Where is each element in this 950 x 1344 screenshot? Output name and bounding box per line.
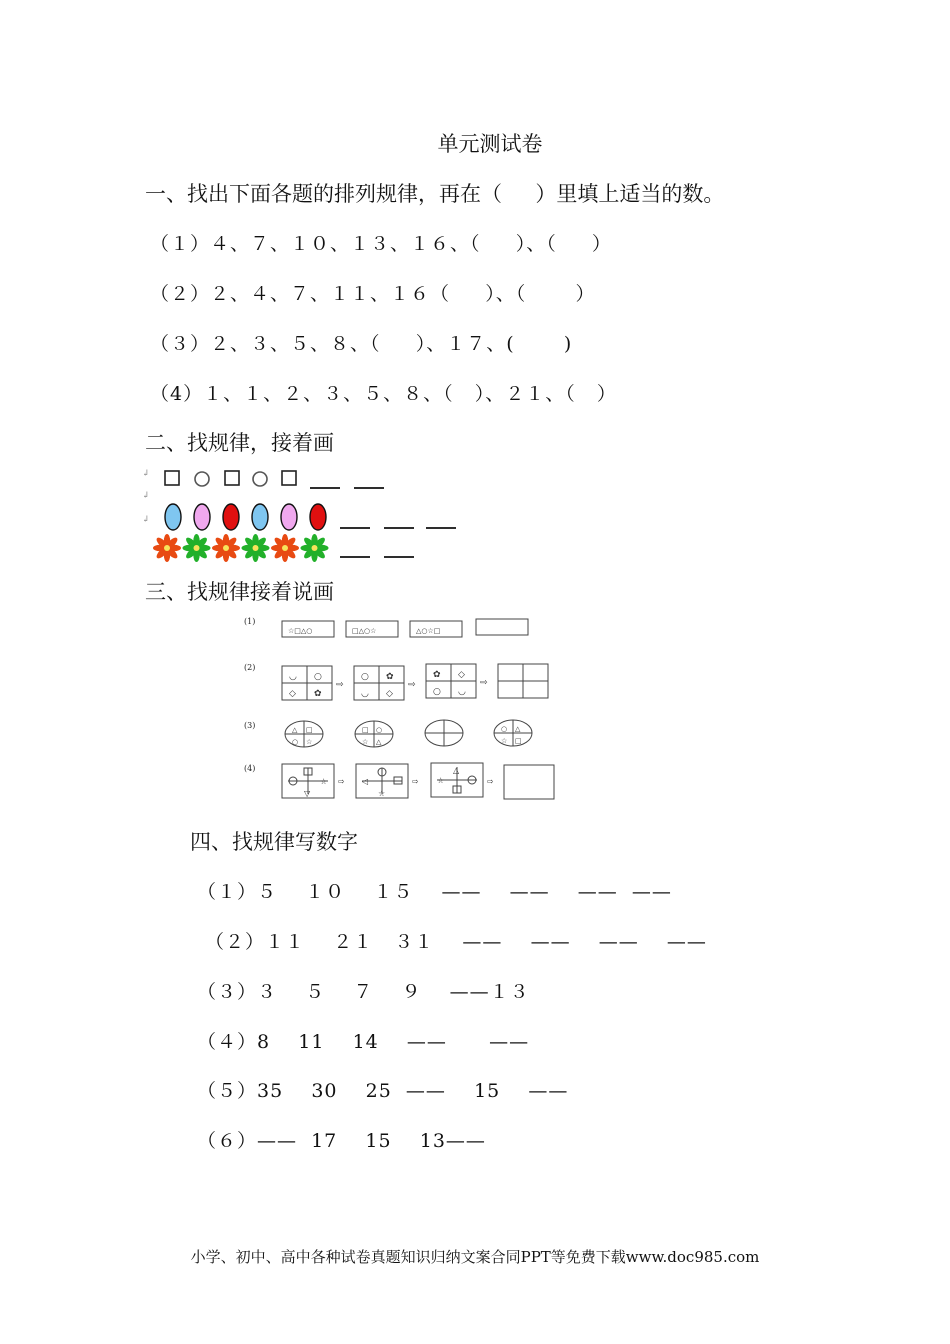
- section4-item-2: （２）１１ ２１ ３１ —— —— —— ——: [205, 931, 707, 953]
- section4-item-1: （１）５ １０ １５ —— —— —— ——: [197, 881, 672, 903]
- section4-item-5: （５）35 30 25 —— 15 ——: [197, 1080, 569, 1102]
- svg-text:⇨: ⇨: [408, 680, 416, 690]
- svg-text:✿: ✿: [386, 672, 394, 682]
- svg-text:□△○☆: □△○☆: [352, 627, 377, 635]
- red-oval: [310, 504, 326, 530]
- svg-text:⇨: ⇨: [338, 777, 345, 786]
- section1-item-2: （２）２、４、７、１１、１６（ ）、（ ）: [150, 283, 596, 305]
- square-shape: [282, 471, 296, 485]
- svg-text:☆: ☆: [306, 738, 313, 746]
- svg-text:◡: ◡: [289, 672, 297, 682]
- row2-ovals: [165, 504, 326, 530]
- svg-text:☆: ☆: [362, 738, 369, 746]
- section4-heading: 四、找规律写数字: [190, 830, 358, 854]
- svg-text:☆: ☆: [501, 737, 508, 745]
- blue-oval: [165, 504, 181, 530]
- svg-text:◡: ◡: [361, 689, 369, 699]
- flower-icon: [212, 534, 240, 562]
- footer-text: 小学、初中、高中各种试卷真题知识归纳文案合同PPT等免费下载www.doc985.com: [190, 1248, 760, 1266]
- svg-text:○: ○: [376, 726, 383, 734]
- section4-item-4: （４）8 11 14 —— ——: [197, 1031, 530, 1053]
- label-3: (3): [244, 721, 256, 730]
- svg-text:⇨: ⇨: [336, 680, 344, 690]
- label-4: (4): [244, 764, 256, 773]
- svg-text:◁: ◁: [362, 777, 369, 786]
- svg-text:◇: ◇: [289, 689, 296, 699]
- svg-text:△: △: [292, 726, 298, 734]
- section3-heading: 三、找规律接着说画: [145, 580, 334, 604]
- svg-text:△: △: [376, 738, 382, 746]
- svg-text:▽: ▽: [304, 789, 311, 798]
- circle-shape: [253, 472, 267, 486]
- svg-text:✿: ✿: [314, 689, 322, 699]
- svg-text:○: ○: [361, 672, 369, 682]
- square-shape: [225, 471, 239, 485]
- page-title: 单元测试卷: [437, 132, 543, 156]
- flower-icon: [242, 534, 270, 562]
- svg-text:☆: ☆: [378, 789, 386, 798]
- blue-oval: [252, 504, 268, 530]
- svg-text:○: ○: [501, 725, 508, 733]
- pattern-drawing-figure: [140, 462, 480, 564]
- svg-text:△○☆□: △○☆□: [416, 627, 441, 635]
- svg-text:↲: ↲: [142, 469, 150, 479]
- flower-icon: [301, 534, 329, 562]
- svg-text:△: △: [453, 766, 460, 775]
- flower-icon: [183, 534, 211, 562]
- svg-text:☆: ☆: [437, 776, 445, 785]
- section2-heading: 二、找规律，接着画: [145, 431, 334, 455]
- svg-text:☆□△○: ☆□△○: [288, 627, 313, 635]
- pink-oval: [281, 504, 297, 530]
- section1-item-3: （３）２、３、５、８、（ ）、１７、( ): [150, 333, 573, 355]
- pink-oval: [194, 504, 210, 530]
- section1-item-4: （4）１、１、２、３、５、８、（ ）、２１、（ ）: [150, 383, 617, 405]
- square-shape: [165, 471, 179, 485]
- svg-text:◇: ◇: [458, 670, 465, 680]
- pattern-figure-grid: [236, 606, 560, 806]
- section1-heading: 一、找出下面各题的排列规律，再在（ ）里填上适当的数。: [145, 182, 725, 206]
- svg-text:△: △: [515, 725, 521, 733]
- svg-text:□: □: [362, 726, 369, 734]
- flower-icon: [153, 534, 181, 562]
- row3-flowers: [153, 534, 329, 562]
- row1-shapes: [165, 471, 296, 486]
- circle-shape: [195, 472, 209, 486]
- svg-text:↲: ↲: [142, 491, 150, 501]
- svg-text:○: ○: [292, 738, 299, 746]
- svg-text:⇨: ⇨: [480, 678, 488, 688]
- section1-item-1: （１）４、７、１０、１３、１６、（ ）、（ ）: [150, 233, 612, 255]
- section4-item-6: （６）—— 17 15 13——: [197, 1130, 486, 1152]
- svg-text:☆: ☆: [320, 777, 328, 786]
- svg-text:○: ○: [433, 687, 441, 697]
- svg-text:⇨: ⇨: [412, 777, 419, 786]
- section4-item-3: （３）３ ５ ７ ９ ——１３: [197, 981, 530, 1003]
- svg-text:◡: ◡: [458, 687, 466, 697]
- svg-text:◇: ◇: [386, 689, 393, 699]
- flower-icon: [271, 534, 299, 562]
- svg-text:□: □: [515, 737, 522, 745]
- svg-text:○: ○: [314, 672, 322, 682]
- label-2: (2): [244, 663, 256, 672]
- svg-text:⇨: ⇨: [487, 777, 494, 786]
- svg-text:↲: ↲: [142, 515, 150, 525]
- red-oval: [223, 504, 239, 530]
- svg-text:✿: ✿: [433, 670, 441, 680]
- svg-text:□: □: [306, 726, 313, 734]
- label-1: (1): [244, 617, 256, 626]
